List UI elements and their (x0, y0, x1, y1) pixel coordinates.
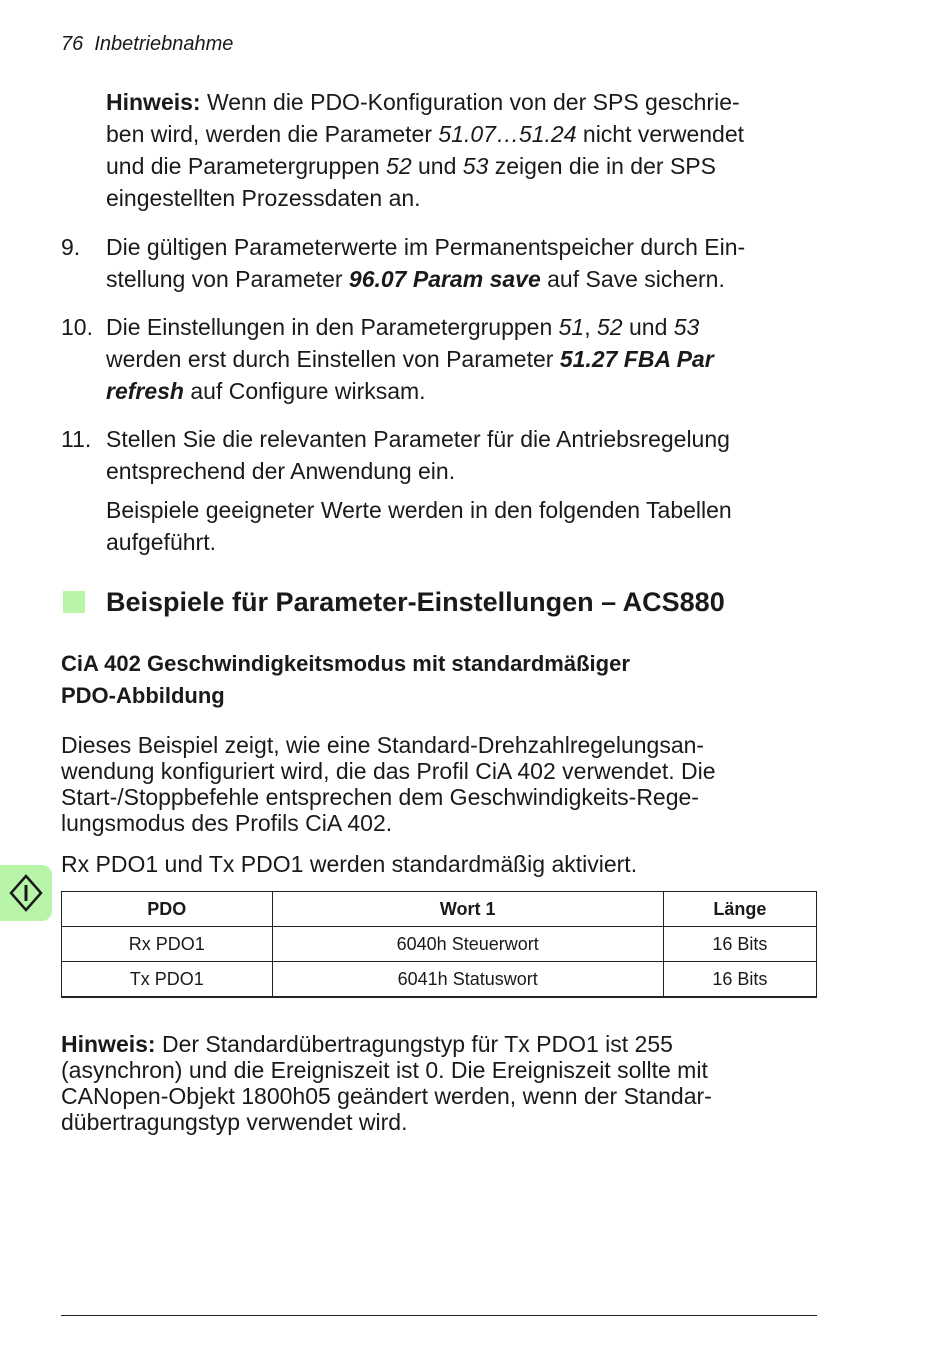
page-number: 76 (61, 33, 84, 55)
step-10-text: Die Einstellungen in den Parametergruppen 51, 52 und 53 werden erst durch Einstellen von Parameter 51.27 FBA Par refresh auf Configure wirksam. (106, 314, 714, 404)
table-cell: 16 Bits (663, 962, 816, 998)
start-up-diamond-icon (8, 873, 44, 913)
step-10-number: 10. (61, 314, 93, 340)
green-square-icon (63, 591, 85, 613)
step-9-number: 9. (61, 234, 81, 260)
table-cell: 6041h Statuswort (272, 962, 663, 998)
subsection-title: CiA 402 Geschwindigkeitsmodus mit standardmäßiger PDO-Abbildung (61, 651, 630, 708)
step-11-followup: Beispiele geeigneter Werte werden in den folgenden Tabellen aufgeführt. (106, 497, 732, 555)
example-description: Dieses Beispiel zeigt, wie eine Standard-Drehzahlregelungsan- wendung konfiguriert wird, die das Profil CiA 402 verwendet. Die Start-/Stoppbefehle entsprechen dem Geschwindigkeits-Rege- lungsmodus des Profils CiA 402. (61, 732, 716, 836)
pdo-table (61, 891, 817, 998)
col-header-word1: Wort 1 (272, 892, 663, 927)
table-row (62, 962, 817, 998)
pdo-activation-text: Rx PDO1 und Tx PDO1 werden standardmäßig aktiviert. (61, 851, 638, 877)
section-name: Inbetriebnahme (94, 33, 234, 55)
col-header-length: Länge (663, 892, 816, 927)
section-title: Beispiele für Parameter-Einstellungen – ACS880 (106, 587, 725, 617)
footer-divider (61, 1315, 817, 1316)
col-header-pdo: PDO (62, 892, 273, 927)
step-11-text: Stellen Sie die relevanten Parameter für die Antriebsregelung entsprechend der Anwendung ein. (106, 426, 730, 484)
page-header (61, 33, 233, 56)
note-transmission-type: Hinweis: Der Standardübertragungstyp für Tx PDO1 ist 255 (asynchron) und die Ereigniszeit ist 0. Die Ereigniszeit sollte mit CANopen-Objekt 1800h05 geändert werden, wenn der Standar- dübertragungstyp verwendet wird. (61, 1031, 712, 1135)
table-header-row (62, 892, 817, 927)
step-9-text: Die gültigen Parameterwerte im Permanentspeicher durch Ein- stellung von Parameter 96.07 Param save auf Save sichern. (106, 234, 746, 292)
note-pdo-config: Hinweis: Wenn die PDO-Konfiguration von der SPS geschrie- ben wird, werden die Parameter 51.07…51.24 nicht verwendet und die Parametergruppen 52 und 53 zeigen die in der SPS eingestellten Prozessdaten an. (106, 89, 744, 211)
table-cell: 16 Bits (663, 927, 816, 962)
table-cell: 6040h Steuerwort (272, 927, 663, 962)
table-row (62, 927, 817, 962)
table-cell: Tx PDO1 (62, 962, 273, 998)
table-cell: Rx PDO1 (62, 927, 273, 962)
step-11-number: 11. (61, 426, 92, 452)
start-up-tab (0, 865, 52, 921)
